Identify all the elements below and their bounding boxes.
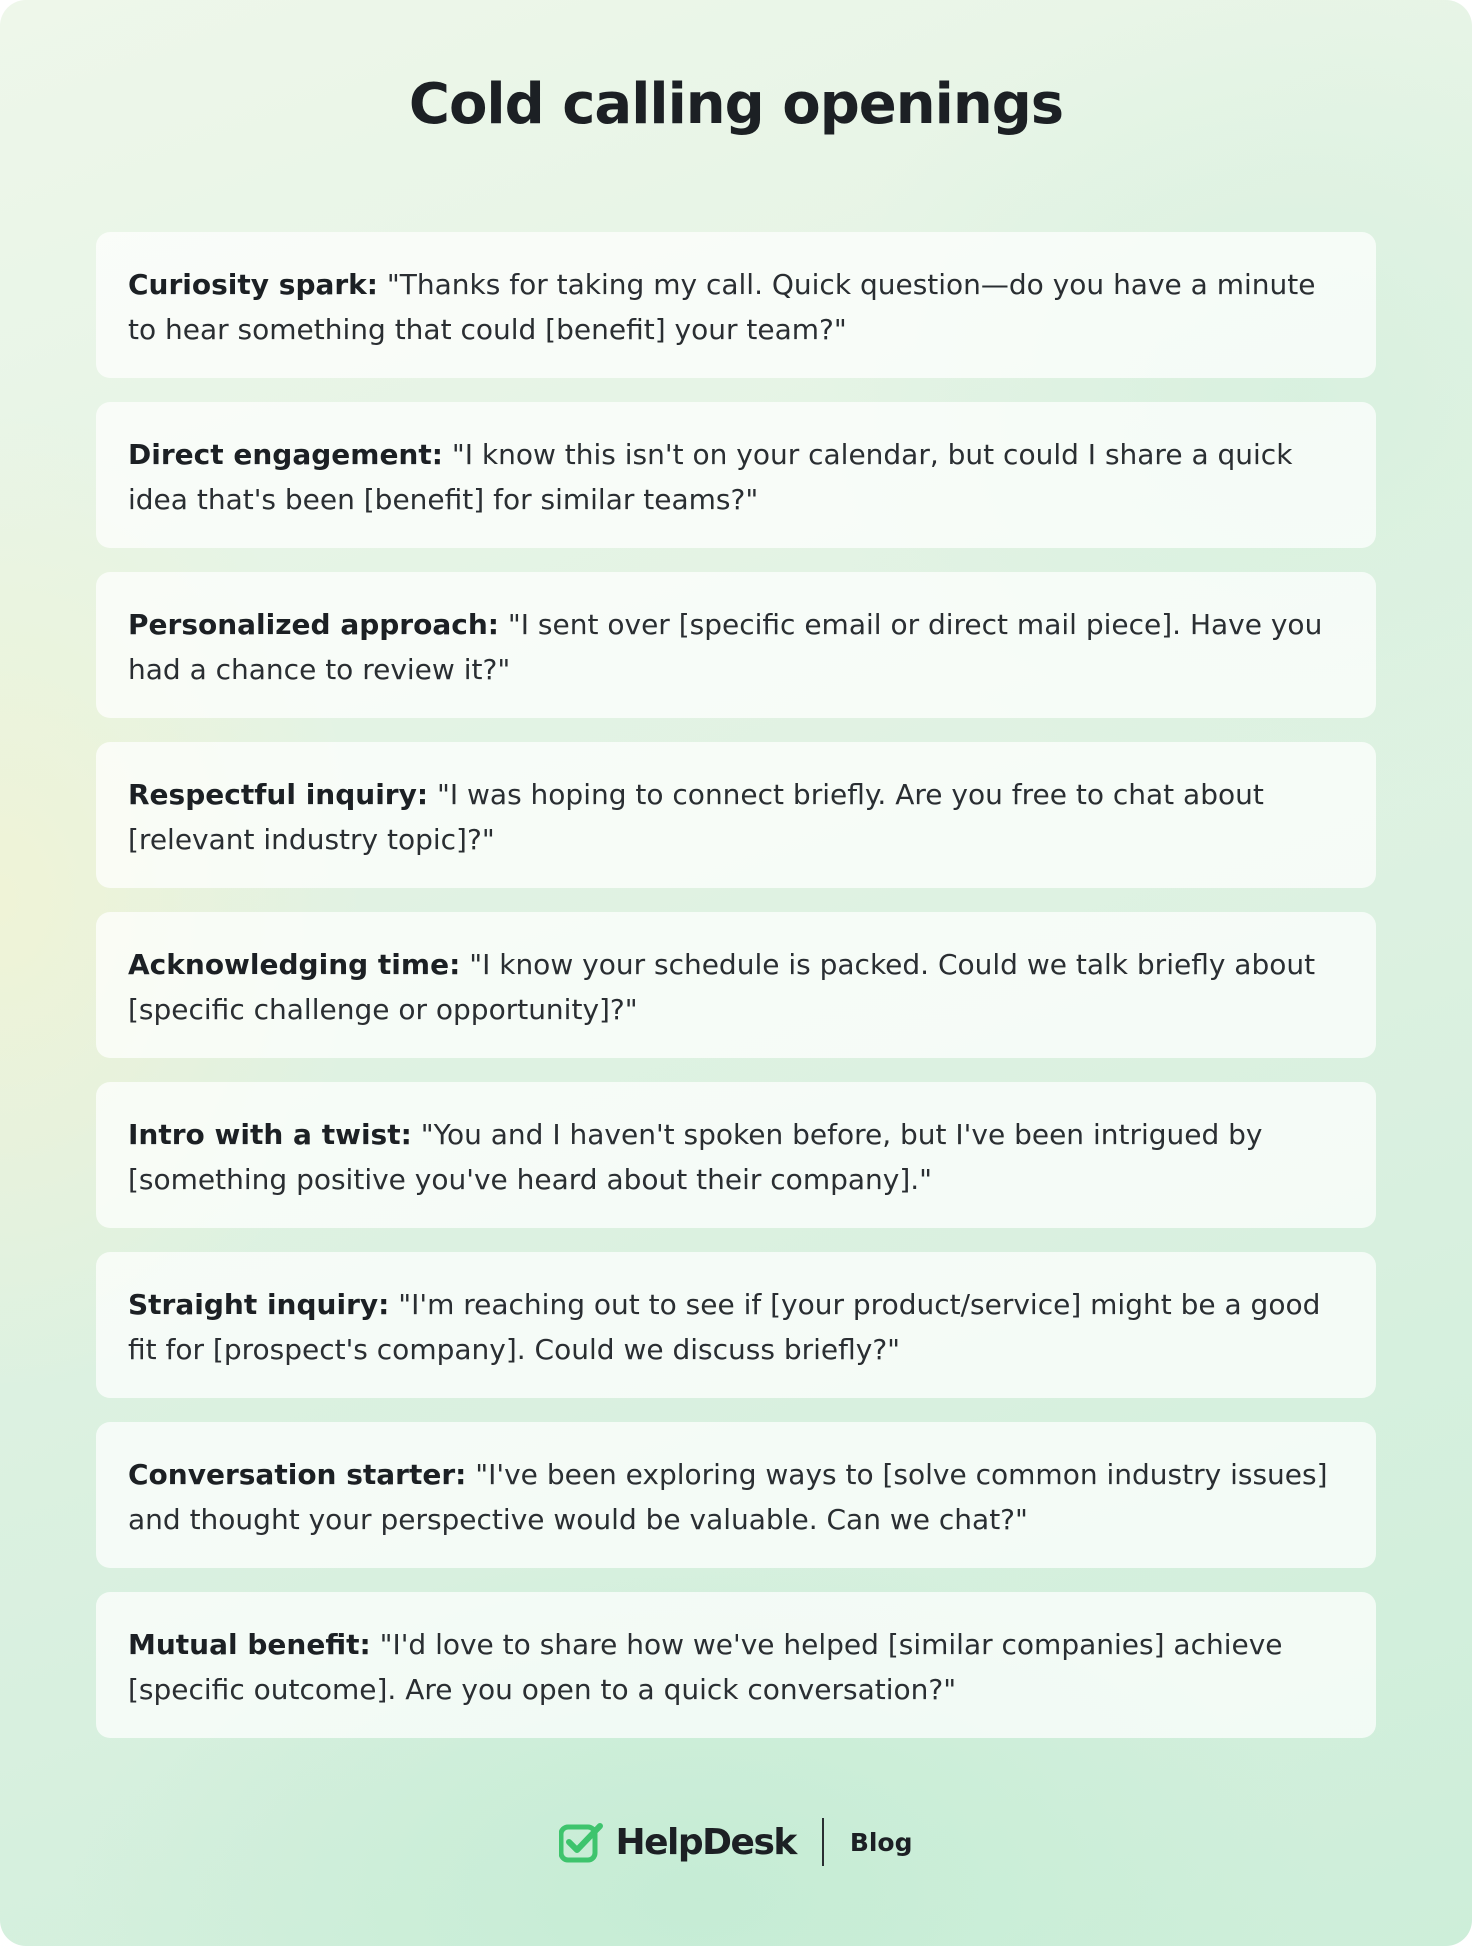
opening-label: Respectful inquiry: xyxy=(128,778,429,811)
opening-text: "I'm reaching out to see if [your product/service] might be a good fit for [prospect's company]. Could we discuss briefly?" xyxy=(128,1288,1321,1366)
opening-text: "You and I haven't spoken before, but I've been intrigued by [something positive you've heard about their company]." xyxy=(128,1118,1263,1196)
opening-card xyxy=(96,402,1376,548)
divider xyxy=(822,1818,824,1866)
opening-label: Conversation starter: xyxy=(128,1458,467,1491)
footer xyxy=(0,1815,1472,1869)
opening-card xyxy=(96,1252,1376,1398)
opening-label: Intro with a twist: xyxy=(128,1118,412,1151)
opening-label: Acknowledging time: xyxy=(128,948,461,981)
opening-label: Direct engagement: xyxy=(128,438,443,471)
opening-label: Straight inquiry: xyxy=(128,1288,390,1321)
opening-text: "I was hoping to connect briefly. Are you free to chat about [relevant industry topic]?" xyxy=(128,778,1264,856)
opening-text: "I sent over [specific email or direct mail piece]. Have you had a chance to review it?" xyxy=(128,608,1323,686)
opening-card xyxy=(96,1082,1376,1228)
opening-text: "I'd love to share how we've helped [similar companies] achieve [specific outcome]. Are you open to a quick conversation?" xyxy=(128,1628,1283,1706)
opening-text: "I've been exploring ways to [solve common industry issues] and thought your perspective would be valuable. Can we chat?" xyxy=(128,1458,1328,1536)
opening-text: "Thanks for taking my call. Quick question—do you have a minute to hear something that could [benefit] your team?" xyxy=(128,268,1316,346)
openings-list xyxy=(96,232,1376,1762)
opening-card xyxy=(96,572,1376,718)
opening-card xyxy=(96,1592,1376,1738)
opening-text: "I know this isn't on your calendar, but could I share a quick idea that's been [benefit] for similar teams?" xyxy=(128,438,1293,516)
opening-card xyxy=(96,232,1376,378)
opening-card xyxy=(96,912,1376,1058)
blog-label: Blog xyxy=(849,1827,913,1857)
opening-label: Mutual benefit: xyxy=(128,1628,371,1661)
page-title: Cold calling openings xyxy=(408,72,1064,137)
checkbox-icon xyxy=(559,1821,605,1863)
opening-text: "I know your schedule is packed. Could we talk briefly about [specific challenge or opportunity]?" xyxy=(128,948,1316,1026)
opening-label: Personalized approach: xyxy=(128,608,499,641)
opening-label: Curiosity spark: xyxy=(128,268,379,301)
opening-card xyxy=(96,742,1376,888)
brand-logo-text: HelpDesk xyxy=(615,1821,796,1863)
opening-card xyxy=(96,1422,1376,1568)
